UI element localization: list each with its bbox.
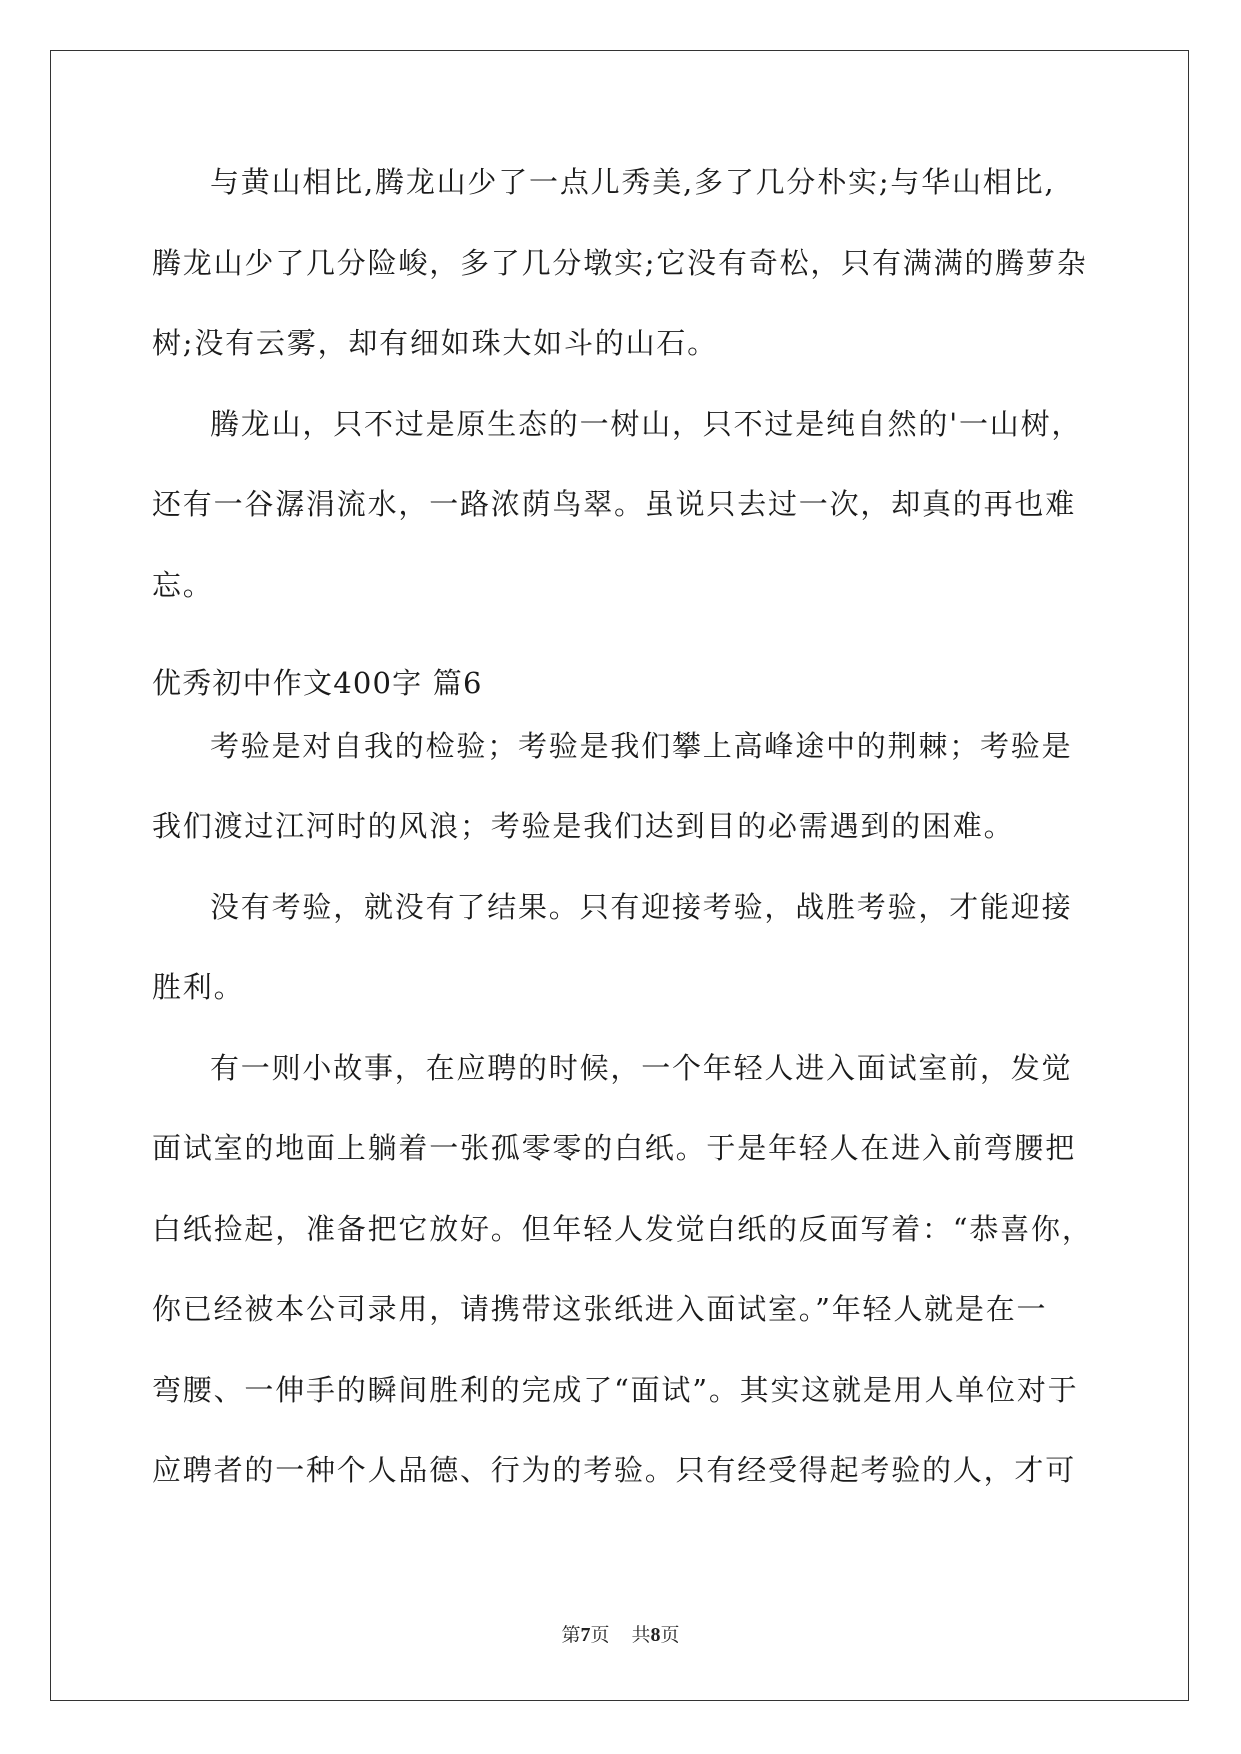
text-line: 弯腰、一伸手的瞬间胜利的完成了“面试”。其实这就是用人单位对于: [152, 1372, 1079, 1407]
text-line: 与黄山相比,腾龙山少了一点儿秀美,多了几分朴实;与华山相比,: [210, 165, 1056, 199]
text-line: 树;没有云雾，却有细如珠大如斗的山石。: [152, 326, 718, 360]
paragraph: [152, 402, 1092, 644]
text-line: 你已经被本公司录用，请携带这张纸进入面试室。”年轻人就是在一: [152, 1292, 1048, 1326]
text-line: 腾龙山，只不过是原生态的一树山，只不过是纯自然的'一山树，: [210, 406, 1083, 441]
text-line: 我们渡过江河时的风浪；考验是我们达到目的必需遇到的困难。: [152, 809, 1015, 843]
paragraph: [152, 885, 1092, 1046]
text-line: 有一则小故事，在应聘的时候，一个年轻人进入面试室前，发觉: [210, 1050, 1073, 1085]
paragraph: [152, 724, 1092, 885]
text-line: 忘。: [152, 567, 214, 602]
paragraph: [152, 1046, 1092, 1529]
text-line: 面试室的地面上躺着一张孤零零的白纸。于是年轻人在进入前弯腰把: [152, 1131, 1077, 1165]
footer-prefix: 第: [561, 1624, 581, 1646]
text-line: 没有考验，就没有了结果。只有迎接考验，战胜考验，才能迎接: [210, 889, 1073, 924]
text-line: 还有一谷潺涓流水，一路浓荫鸟翠。虽说只去过一次，却真的再也难: [152, 487, 1077, 521]
footer-mid: 页: [590, 1624, 610, 1646]
paragraph: [152, 160, 1092, 402]
text-line: 胜利。: [152, 970, 245, 1004]
footer-total-prefix: 共: [631, 1624, 651, 1646]
document-body: [152, 160, 1092, 1529]
section-heading: 优秀初中作文400字 篇6: [152, 666, 483, 700]
text-line: 白纸捡起，准备把它放好。但年轻人发觉白纸的反面写着：“恭喜你，: [152, 1211, 1093, 1246]
text-line: 腾龙山少了几分险峻，多了几分墩实;它没有奇松，只有满满的腾萝杂: [152, 245, 1088, 280]
footer-suffix: 页: [660, 1624, 680, 1646]
text-line: 考验是对自我的检验；考验是我们攀上高峰途中的荆棘；考验是: [210, 728, 1073, 763]
page-footer: [0, 1620, 1241, 1647]
total-page-number: 8: [650, 1624, 661, 1646]
text-line: 应聘者的一种个人品德、行为的考验。只有经受得起考验的人，才可: [152, 1453, 1077, 1487]
current-page-number: 7: [580, 1624, 591, 1646]
